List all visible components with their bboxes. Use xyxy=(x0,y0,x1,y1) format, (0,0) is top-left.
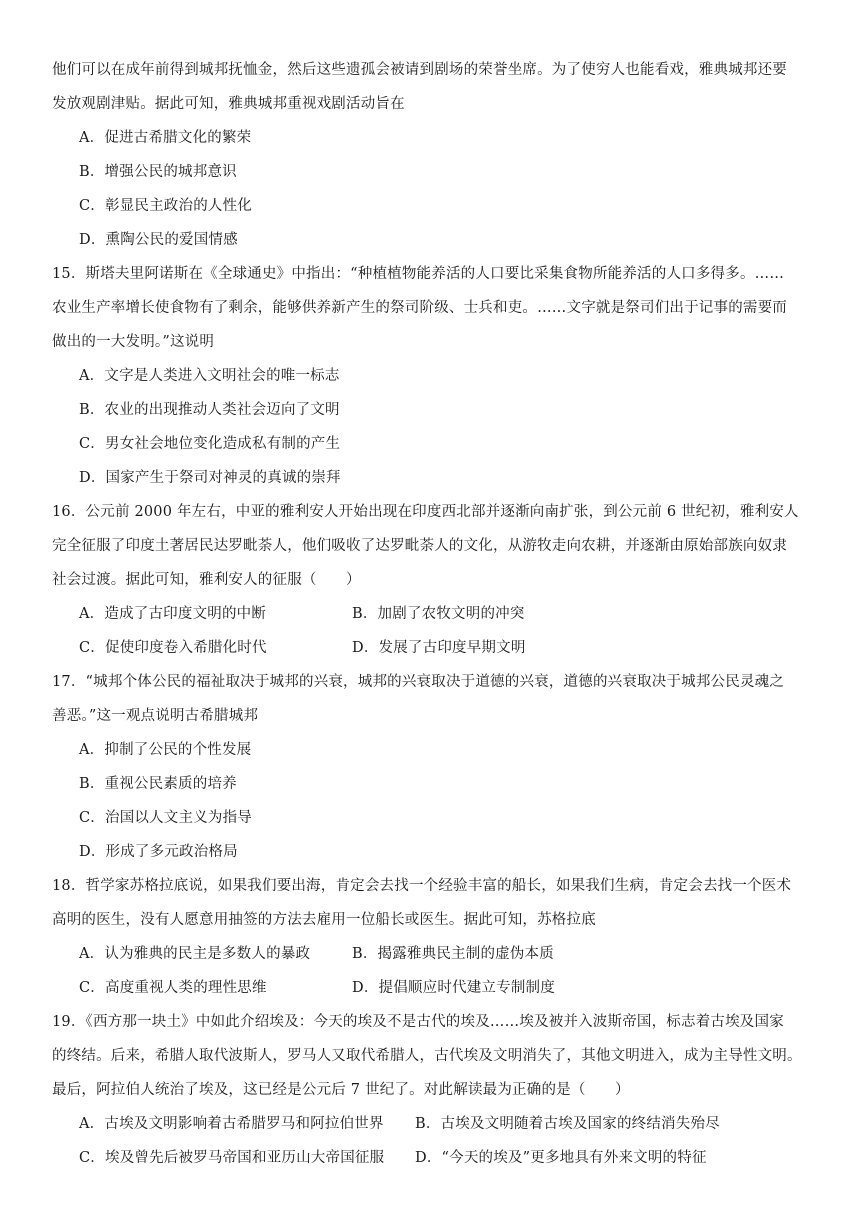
option-d[interactable]: D．国家产生于祭司对神灵的真诚的崇拜 xyxy=(79,470,341,486)
question-16-text: 完全征服了印度土著居民达罗毗荼人，他们吸收了达罗毗荼人的文化，从游牧走向农耕，并逐渐由原始部族向奴隶 xyxy=(52,538,787,554)
question-15-text: 农业生产率增长使食物有了剩余，能够供养新产生的祭司阶级、士兵和吏。……文字就是祭司们出于记事的需要而 xyxy=(52,300,787,316)
option-d[interactable]: D．熏陶公民的爱国情感 xyxy=(79,232,238,248)
option-a[interactable]: A．抑制了公民的个性发展 xyxy=(79,742,252,758)
option-a[interactable]: A．认为雅典的民主是多数人的暴政 xyxy=(79,946,311,962)
question-16-text: 16．公元前 2000 年左右，中亚的雅利安人开始出现在印度西北部并逐渐向南扩张，到公元前 6 世纪初，雅利安人 xyxy=(52,504,799,520)
option-b[interactable]: B．古埃及文明随着古埃及国家的终结消失殆尽 xyxy=(415,1116,720,1132)
question-19-text: 最后，阿拉伯人统治了埃及，这已经是公元后 7 世纪了。对此解读最为正确的是（ ） xyxy=(52,1082,630,1098)
option-b[interactable]: B．加剧了农牧文明的冲突 xyxy=(352,606,525,622)
question-text-line: 他们可以在成年前得到城邦抚恤金，然后这些遗孤会被请到剧场的荣誉坐席。为了使穷人也能看戏，雅典城邦还要 xyxy=(52,62,787,78)
question-15-text: 做出的一大发明。”这说明 xyxy=(52,334,215,350)
option-a[interactable]: A．古埃及文明影响着古希腊罗马和阿拉伯世界 xyxy=(79,1116,384,1132)
option-b[interactable]: B．农业的出现推动人类社会迈向了文明 xyxy=(79,402,340,418)
option-c[interactable]: C．促使印度卷入希腊化时代 xyxy=(79,640,267,656)
option-a[interactable]: A．促进古希腊文化的繁荣 xyxy=(79,130,252,146)
question-15-text: 15．斯塔夫里阿诺斯在《全球通史》中指出：“种植植物能养活的人口要比采集食物所能养活的人口多得多。…… xyxy=(52,266,785,282)
option-d[interactable]: D．“今天的埃及”更多地具有外来文明的特征 xyxy=(415,1150,707,1166)
option-d[interactable]: D．提倡顺应时代建立专制制度 xyxy=(352,980,555,996)
option-d[interactable]: D．形成了多元政治格局 xyxy=(79,844,238,860)
option-c[interactable]: C．治国以人文主义为指导 xyxy=(79,810,252,826)
option-d[interactable]: D．发展了古印度早期文明 xyxy=(352,640,526,656)
option-b[interactable]: B．重视公民素质的培养 xyxy=(79,776,237,792)
option-c[interactable]: C．彰显民主政治的人性化 xyxy=(79,198,252,214)
question-text-line: 发放观剧津贴。据此可知，雅典城邦重视戏剧活动旨在 xyxy=(52,96,405,112)
option-c[interactable]: C．男女社会地位变化造成私有制的产生 xyxy=(79,436,341,452)
option-c[interactable]: C．埃及曾先后被罗马帝国和亚历山大帝国征服 xyxy=(79,1150,385,1166)
option-a[interactable]: A．文字是人类进入文明社会的唯一标志 xyxy=(79,368,340,384)
question-19-text: 的终结。后来，希腊人取代波斯人，罗马人又取代希腊人，古代埃及文明消失了，其他文明进入，成为主导性文明。 xyxy=(52,1048,802,1064)
question-17-text: 善恶。”这一观点说明古希腊城邦 xyxy=(52,708,259,724)
question-19-text: 19．《西方那一块土》中如此介绍埃及：今天的埃及不是古代的埃及……埃及被并入波斯帝国，标志着古埃及国家 xyxy=(52,1014,784,1030)
question-18-text: 高明的医生，没有人愿意用抽签的方法去雇用一位船长或医生。据此可知，苏格拉底 xyxy=(52,912,596,928)
question-17-text: 17．“城邦个体公民的福祉取决于城邦的兴衰，城邦的兴衰取决于道德的兴衰，道德的兴衰取决于城邦公民灵魂之 xyxy=(52,674,785,690)
option-b[interactable]: B．增强公民的城邦意识 xyxy=(79,164,237,180)
option-b[interactable]: B．揭露雅典民主制的虚伪本质 xyxy=(352,946,554,962)
option-c[interactable]: C．高度重视人类的理性思维 xyxy=(79,980,267,996)
option-a[interactable]: A．造成了古印度文明的中断 xyxy=(79,606,267,622)
question-16-text: 社会过渡。据此可知，雅利安人的征服（ ） xyxy=(52,572,361,588)
question-18-text: 18．哲学家苏格拉底说，如果我们要出海，肯定会去找一个经验丰富的船长，如果我们生病，肯定会去找一个医术 xyxy=(52,878,792,894)
